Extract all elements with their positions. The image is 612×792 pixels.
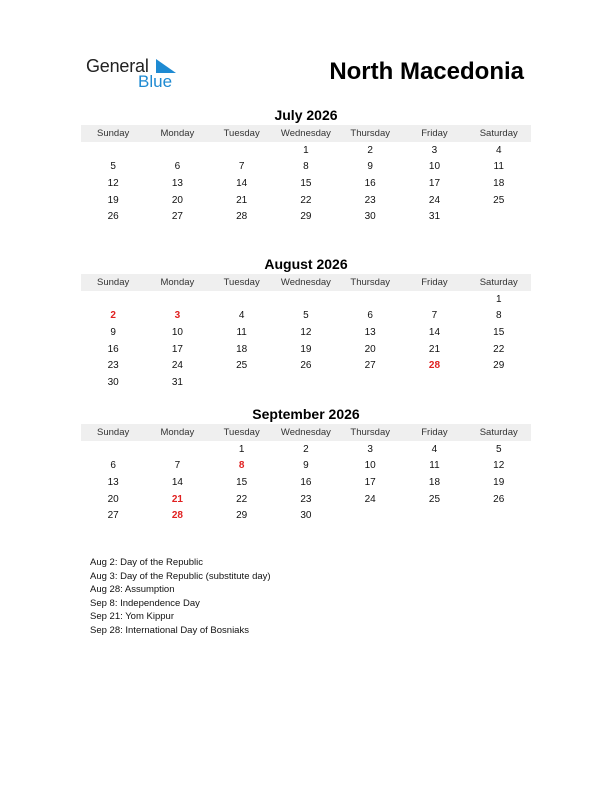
day-cell: 19 bbox=[300, 343, 312, 355]
day-cell: 11 bbox=[429, 460, 440, 472]
month-title: July 2026 bbox=[274, 107, 338, 123]
day-cell: 14 bbox=[171, 476, 183, 488]
day-cell: 1 bbox=[238, 443, 245, 455]
day-cell: 5 bbox=[110, 161, 116, 173]
weekday-label: Tuesday bbox=[223, 427, 260, 438]
day-cell: 22 bbox=[300, 194, 312, 206]
week-row bbox=[81, 291, 531, 308]
holiday-item: Aug 28: Assumption bbox=[90, 584, 175, 596]
day-cell: 27 bbox=[364, 360, 376, 372]
week-row bbox=[81, 308, 531, 325]
weekday-label: Wednesday bbox=[280, 427, 331, 438]
holiday-day-cell: 28 bbox=[171, 510, 183, 522]
day-cell: 2 bbox=[303, 443, 309, 455]
day-cell: 29 bbox=[300, 211, 312, 223]
day-cell: 25 bbox=[428, 493, 441, 505]
day-cell: 31 bbox=[428, 211, 441, 223]
day-cell: 16 bbox=[364, 177, 376, 189]
day-cell: 10 bbox=[364, 460, 376, 472]
day-cell: 6 bbox=[110, 460, 116, 472]
day-cell: 9 bbox=[303, 460, 309, 472]
day-cell: 17 bbox=[364, 476, 376, 488]
day-cell: 5 bbox=[303, 310, 309, 322]
month-title: September 2026 bbox=[252, 406, 360, 422]
day-cell: 24 bbox=[364, 493, 376, 505]
day-cell: 7 bbox=[431, 310, 438, 322]
holiday-item: Aug 2: Day of the Republic bbox=[90, 557, 204, 568]
day-cell: 27 bbox=[171, 211, 183, 223]
week-row bbox=[81, 491, 531, 508]
week-row bbox=[81, 159, 531, 176]
day-cell: 10 bbox=[171, 326, 183, 338]
day-cell: 26 bbox=[107, 211, 119, 223]
day-cell: 20 bbox=[171, 194, 183, 206]
holiday-day-cell: 3 bbox=[174, 310, 181, 322]
week-row bbox=[81, 474, 531, 491]
day-cell: 6 bbox=[367, 310, 373, 322]
day-cell: 11 bbox=[236, 326, 247, 338]
holiday-day-cell: 28 bbox=[428, 360, 441, 372]
week-row bbox=[81, 208, 531, 225]
holiday-item: Sep 28: International Day of Bosniaks bbox=[90, 624, 249, 636]
day-cell: 18 bbox=[236, 343, 248, 355]
day-cell: 9 bbox=[110, 326, 116, 338]
day-cell: 3 bbox=[367, 443, 373, 455]
day-cell: 4 bbox=[495, 144, 502, 156]
day-cell: 31 bbox=[171, 376, 183, 388]
weekday-label: Sunday bbox=[97, 128, 130, 139]
holiday-day-cell: 2 bbox=[110, 310, 116, 322]
day-cell: 26 bbox=[493, 493, 505, 505]
day-cell: 13 bbox=[364, 326, 376, 338]
week-row bbox=[81, 374, 531, 391]
day-cell: 13 bbox=[107, 476, 119, 488]
day-cell: 29 bbox=[493, 360, 505, 372]
day-cell: 20 bbox=[364, 343, 376, 355]
day-cell: 20 bbox=[107, 493, 119, 505]
weekday-label: Wednesday bbox=[280, 277, 331, 288]
month-september bbox=[81, 405, 531, 524]
day-cell: 18 bbox=[428, 476, 441, 488]
weekday-header bbox=[81, 125, 531, 142]
day-cell: 23 bbox=[300, 493, 312, 505]
weekday-label: Monday bbox=[160, 427, 195, 438]
day-cell: 13 bbox=[171, 177, 183, 189]
day-cell: 27 bbox=[107, 510, 119, 522]
day-cell: 29 bbox=[236, 510, 248, 522]
week-row bbox=[81, 357, 531, 374]
day-cell: 25 bbox=[236, 360, 248, 372]
day-cell: 19 bbox=[107, 194, 119, 206]
week-row bbox=[81, 175, 531, 192]
day-cell: 8 bbox=[495, 310, 502, 322]
holiday-item: Aug 3: Day of the Republic (substitute day) bbox=[90, 570, 271, 582]
holiday-day-cell: 8 bbox=[238, 460, 245, 472]
day-cell: 22 bbox=[236, 493, 248, 505]
holiday-item: Sep 8: Independence Day bbox=[90, 597, 200, 609]
day-cell: 12 bbox=[107, 177, 119, 189]
week-row bbox=[81, 192, 531, 209]
weekday-label: Tuesday bbox=[223, 128, 260, 139]
day-cell: 23 bbox=[107, 360, 119, 372]
day-cell: 14 bbox=[428, 326, 441, 338]
weekday-label: Friday bbox=[421, 128, 448, 139]
holiday-day-cell: 21 bbox=[171, 493, 183, 505]
day-cell: 30 bbox=[364, 211, 376, 223]
weekday-header bbox=[81, 274, 531, 291]
day-cell: 17 bbox=[171, 343, 183, 355]
weekday-label: Saturday bbox=[479, 427, 518, 438]
day-cell: 2 bbox=[367, 144, 373, 156]
week-row bbox=[81, 441, 531, 458]
weekday-label: Sunday bbox=[97, 427, 130, 438]
week-row bbox=[81, 324, 531, 341]
day-cell: 28 bbox=[236, 211, 248, 223]
day-cell: 18 bbox=[493, 177, 505, 189]
day-cell: 8 bbox=[303, 161, 309, 173]
weekday-label: Saturday bbox=[479, 128, 518, 139]
weekday-label: Wednesday bbox=[280, 128, 331, 139]
day-cell: 26 bbox=[300, 360, 312, 372]
week-row bbox=[81, 142, 531, 159]
logo-triangle-icon bbox=[156, 59, 176, 73]
holiday-item: Sep 21: Yom Kippur bbox=[90, 611, 174, 623]
weekday-label: Monday bbox=[160, 277, 195, 288]
weekday-label: Monday bbox=[160, 128, 195, 139]
day-cell: 5 bbox=[495, 443, 502, 455]
weekday-label: Thursday bbox=[350, 427, 390, 438]
day-cell: 16 bbox=[300, 476, 312, 488]
day-cell: 25 bbox=[493, 194, 505, 206]
country-title: North Macedonia bbox=[329, 58, 524, 85]
weekday-label: Thursday bbox=[350, 277, 390, 288]
day-cell: 24 bbox=[428, 194, 441, 206]
day-cell: 12 bbox=[493, 460, 505, 472]
day-cell: 19 bbox=[493, 476, 505, 488]
weekday-header bbox=[81, 424, 531, 441]
logo-general-text: General bbox=[86, 56, 149, 76]
day-cell: 30 bbox=[107, 376, 119, 388]
day-cell: 15 bbox=[300, 177, 312, 189]
day-cell: 9 bbox=[367, 161, 373, 173]
weekday-label: Sunday bbox=[97, 277, 130, 288]
week-row bbox=[81, 507, 531, 524]
weekday-label: Friday bbox=[421, 277, 448, 288]
day-cell: 24 bbox=[171, 360, 183, 372]
month-title: August 2026 bbox=[264, 256, 348, 272]
day-cell: 10 bbox=[428, 161, 441, 173]
week-row bbox=[81, 458, 531, 475]
logo-blue-text: Blue bbox=[138, 72, 173, 91]
day-cell: 7 bbox=[174, 460, 181, 472]
weekday-label: Friday bbox=[421, 427, 448, 438]
day-cell: 23 bbox=[364, 194, 376, 206]
weekday-label: Saturday bbox=[479, 277, 518, 288]
day-cell: 14 bbox=[236, 177, 248, 189]
day-cell: 17 bbox=[428, 177, 441, 189]
day-cell: 11 bbox=[493, 161, 504, 173]
day-cell: 6 bbox=[174, 161, 181, 173]
day-cell: 15 bbox=[236, 476, 248, 488]
month-august bbox=[81, 255, 531, 391]
generalblue-logo bbox=[86, 56, 186, 92]
day-cell: 3 bbox=[431, 144, 438, 156]
day-cell: 12 bbox=[300, 326, 312, 338]
day-cell: 7 bbox=[238, 161, 245, 173]
weekday-label: Thursday bbox=[350, 128, 390, 139]
day-cell: 21 bbox=[236, 194, 248, 206]
day-cell: 16 bbox=[107, 343, 119, 355]
week-row bbox=[81, 341, 531, 358]
day-cell: 15 bbox=[493, 326, 505, 338]
day-cell: 4 bbox=[431, 443, 438, 455]
day-cell: 1 bbox=[303, 144, 309, 156]
day-cell: 30 bbox=[300, 510, 312, 522]
day-cell: 22 bbox=[493, 343, 505, 355]
day-cell: 1 bbox=[495, 293, 502, 305]
month-july bbox=[81, 106, 531, 225]
day-cell: 4 bbox=[238, 310, 245, 322]
weekday-label: Tuesday bbox=[223, 277, 260, 288]
holiday-list bbox=[90, 556, 271, 638]
day-cell: 21 bbox=[428, 343, 441, 355]
